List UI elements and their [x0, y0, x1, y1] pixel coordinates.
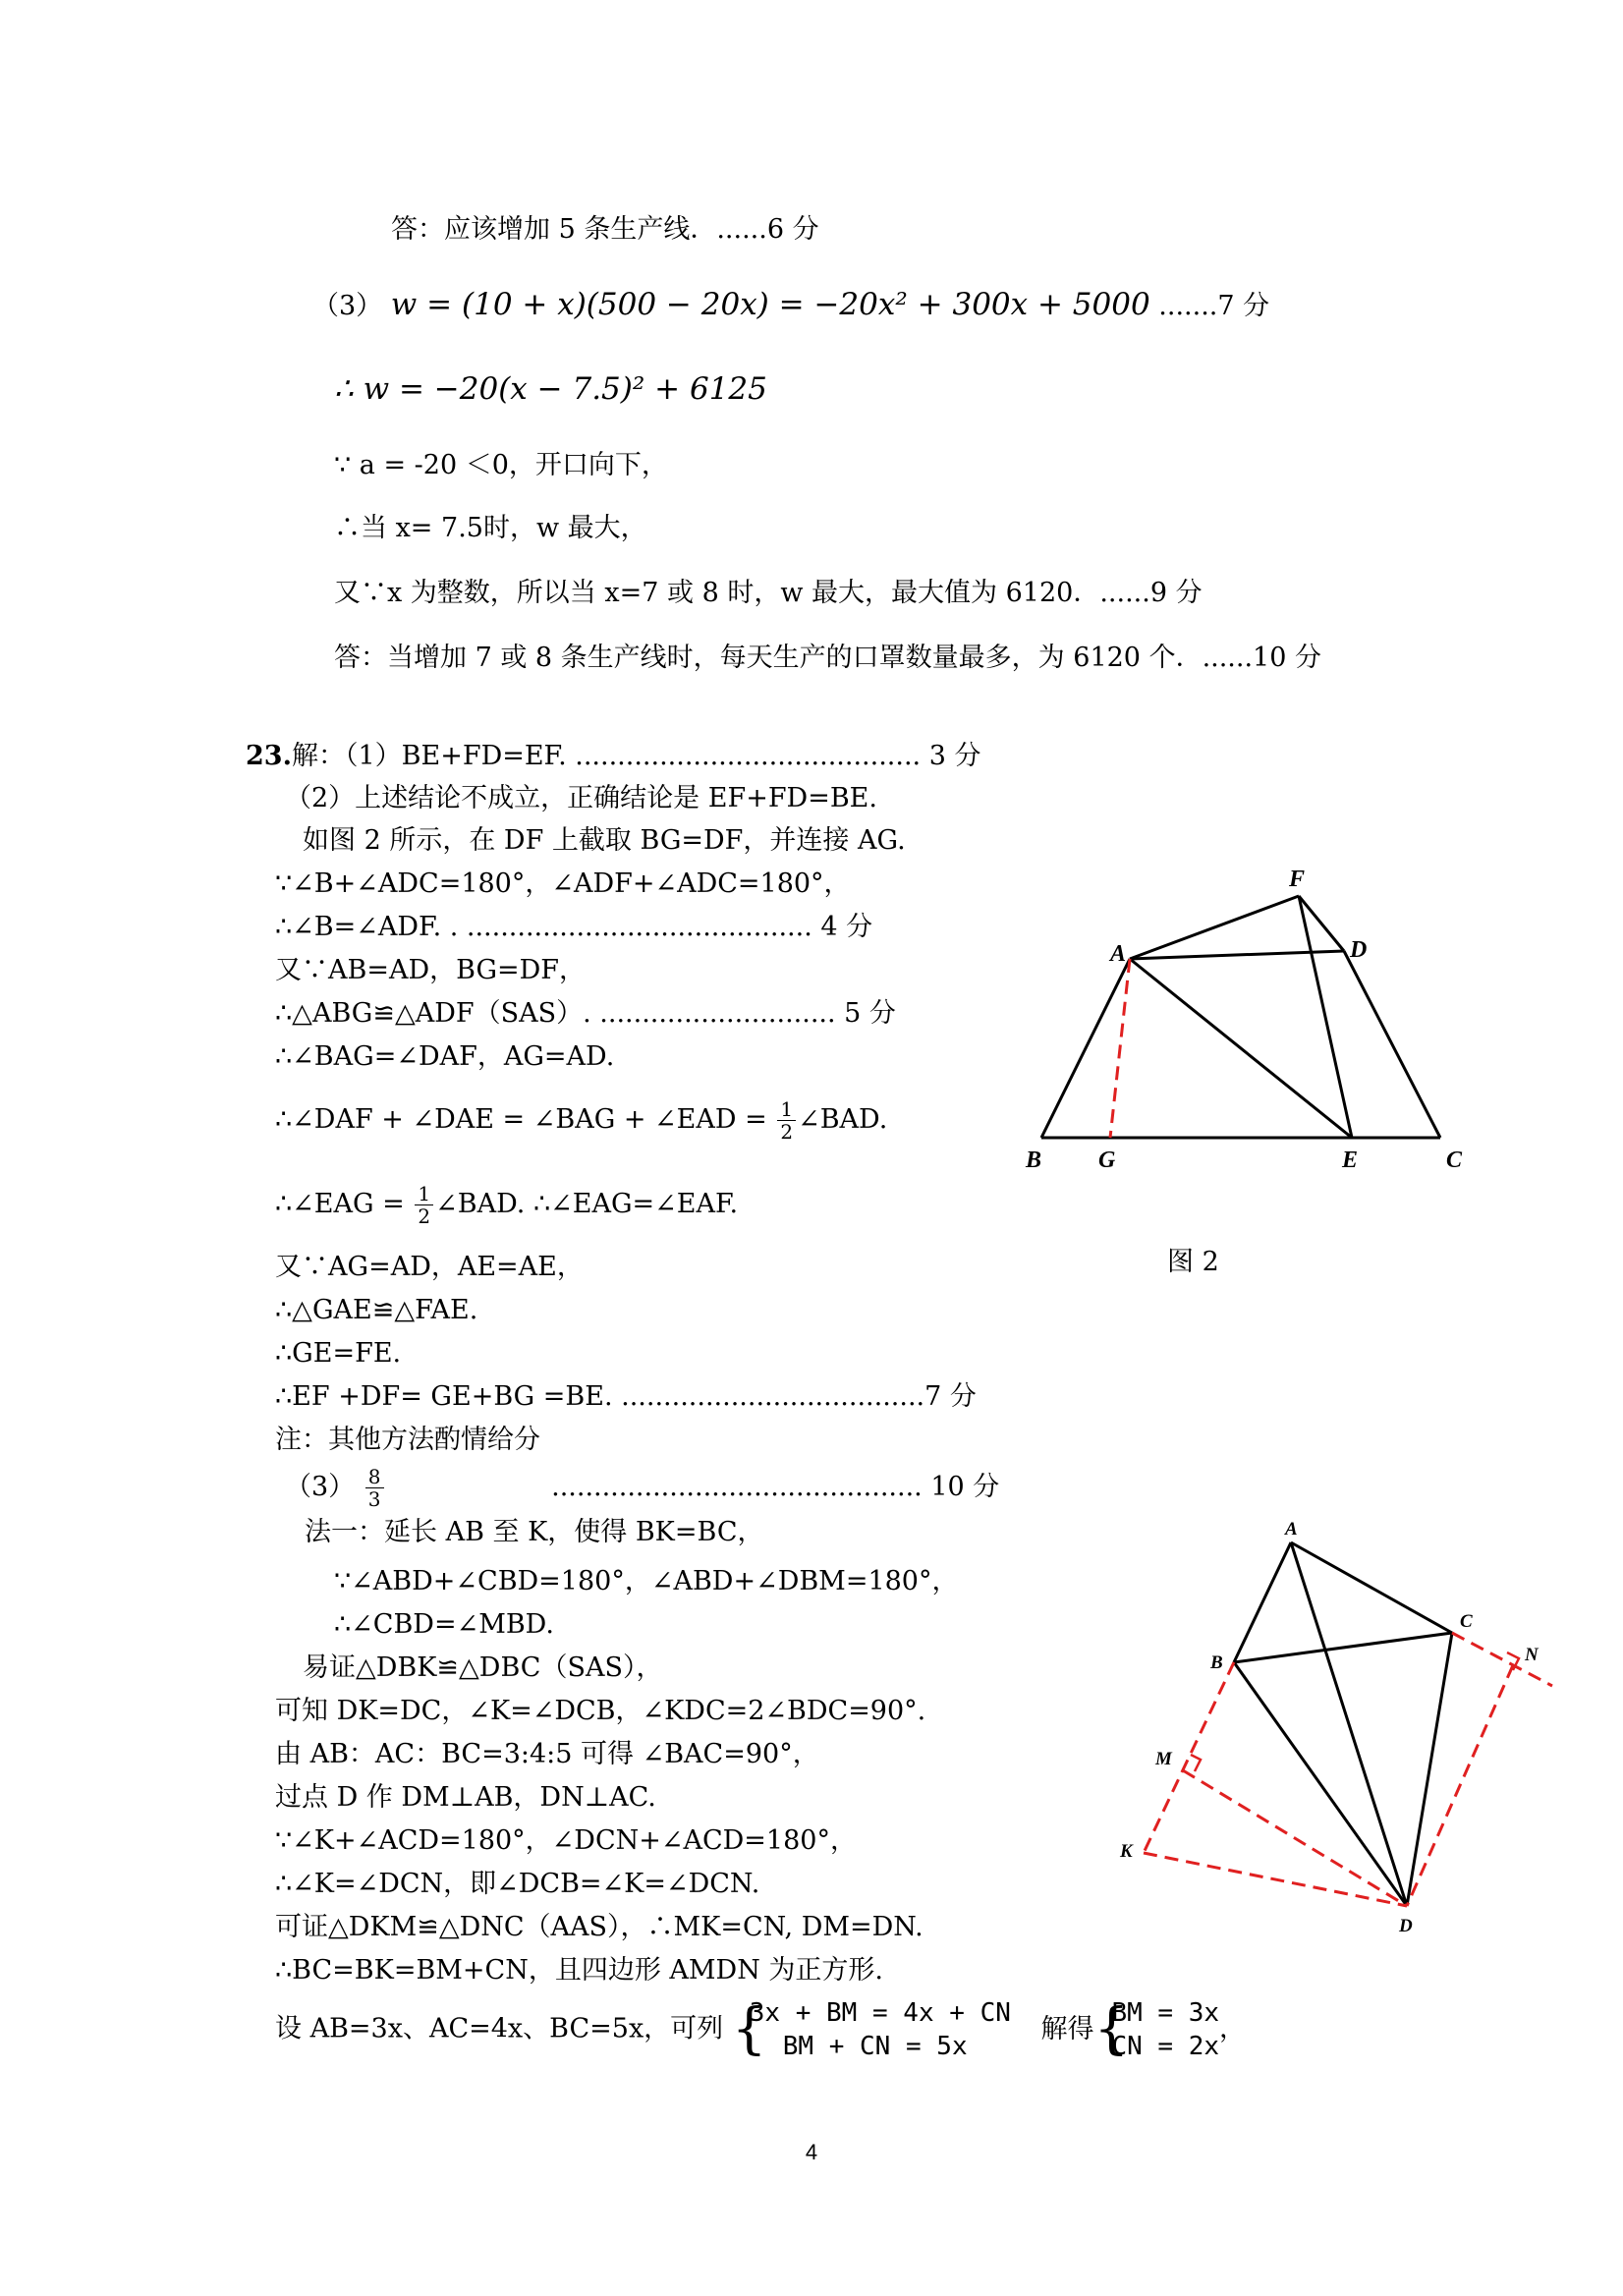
part3-label: （3） [285, 1472, 356, 1502]
q23-part2: （2）上述结论不成立，正确结论是 EF+FD=BE. [285, 783, 877, 813]
label-e: E [1342, 1148, 1359, 1173]
fraction-half: $\frac{1}{2}$ [777, 1098, 796, 1143]
label-b: B [1210, 1652, 1223, 1673]
q23-part1-text: 解：（1）BE+FD=EF. ......................................... 3 分 [291, 741, 981, 771]
q23-line4: ∵∠B+∠ADC=180°，∠ADF+∠ADC=180°， [275, 868, 851, 899]
angle-eag: ∴∠EAG = [275, 1189, 405, 1219]
q23-line27: ∴BC=BK=BM+CN，且四边形 AMDN 为正方形. [275, 1955, 883, 1986]
label-c: C [1446, 1148, 1463, 1173]
solution-row-1: BM = 3x [1111, 1998, 1220, 2028]
w-expansion: w = (10 + x)(500 − 20x) = −20x² + 300x + 5000 [390, 287, 1150, 322]
q23-line7: ∴△ABG≌△ADF（SAS）. ............................ 5 分 [275, 998, 896, 1029]
question-number: 23. [246, 741, 292, 771]
formula-w [312, 287, 1269, 324]
q23-line12: ∴△GAE≌△FAE. [275, 1295, 478, 1325]
brace-icon-2: { [1093, 1997, 1130, 2061]
label-d: D [1399, 1916, 1413, 1935]
label-k: K [1120, 1841, 1133, 1862]
label-g: G [1098, 1148, 1116, 1173]
label-b: B [1026, 1148, 1042, 1173]
setup-text: 设 AB=3x、AC=4x、BC=5x，可列 [275, 2013, 724, 2044]
q23-line13: ∴GE=FE. [275, 1338, 402, 1369]
q23-line10 [275, 1183, 738, 1227]
line-af [1130, 896, 1299, 959]
figure-2-caption: 图 2 [1167, 1247, 1219, 1277]
line-kd-dashed [1144, 1853, 1407, 1906]
line-ag-dashed [1110, 959, 1130, 1138]
q23-note: 注：其他方法酌情给分 [275, 1425, 540, 1455]
line-cd [1407, 1633, 1452, 1906]
q23-line21: 可知 DK=DC，∠K=∠DCB，∠KDC=2∠BDC=90°. [275, 1696, 926, 1726]
fraction-answer: $\frac{8}{3}$ [365, 1466, 384, 1510]
label-d: D [1350, 937, 1368, 963]
q23-line20: 易证△DBK≌△DBC（SAS）， [303, 1652, 663, 1683]
fraction-half-2: $\frac{1}{2}$ [415, 1183, 433, 1227]
score-10: ............................................ 10 分 [551, 1472, 1000, 1502]
figure-2 [1012, 855, 1493, 1179]
q23-line26: 可证△DKM≌△DNC（AAS），∴MK=CN, DM=DN. [275, 1912, 923, 1942]
label-a: A [1285, 1519, 1298, 1540]
q23-line3: 如图 2 所示，在 DF 上截取 BG=DF，并连接 AG. [303, 825, 906, 856]
solve-text: 解得 [1040, 2013, 1094, 2044]
answer-line-2: 答：当增加 7 或 8 条生产线时，每天生产的口罩数量最多，为 6120 个．......10 分 [334, 643, 1321, 673]
part-label: （3） [312, 291, 383, 321]
integer-max: 又∵x 为整数，所以当 x=7 或 8 时，w 最大，最大值为 6120．......9 分 [334, 578, 1203, 608]
vertex-form: ∴ w = −20(x − 7.5)² + 6125 [334, 371, 767, 407]
answer-line-1: 答：应该增加 5 条生产线．......6 分 [391, 214, 819, 245]
q23-line24: ∵∠K+∠ACD=180°，∠DCN+∠ACD=180°， [275, 1825, 857, 1856]
q23-line6: 又∵AB=AD，BG=DF， [275, 955, 587, 985]
label-n: N [1525, 1645, 1539, 1665]
line-bd [1234, 1662, 1407, 1906]
q23-line19: ∴∠CBD=∠MBD. [334, 1609, 554, 1640]
equation-row-1: 3x + BM = 4x + CN [749, 1998, 1011, 2028]
q23-line11: 又∵AG=AD，AE=AE， [275, 1252, 584, 1282]
q23-line25: ∴∠K=∠DCN，即∠DCB=∠K=∠DCN. [275, 1869, 760, 1899]
q23-line8: ∴∠BAG=∠DAF，AG=AD. [275, 1041, 615, 1072]
max-at: ∴当 x= 7.5时，w 最大， [334, 513, 647, 543]
q23-part3 [285, 1466, 999, 1510]
equation-row-2: BM + CN = 5x [782, 2032, 968, 2061]
angle-sum: ∴∠DAF + ∠DAE = ∠BAG + ∠EAD = [275, 1104, 767, 1135]
right-angle-m [1191, 1755, 1201, 1771]
equation-system [732, 1996, 1011, 2063]
q23-line23: 过点 D 作 DM⊥AB，DN⊥AC. [275, 1782, 656, 1813]
angle-eag-eaf: ∠BAD. ∴∠EAG=∠EAF. [435, 1189, 739, 1219]
comma: ， [1219, 2013, 1247, 2044]
label-f: F [1289, 867, 1306, 892]
line-nd-dashed [1407, 1665, 1513, 1906]
score-7: .......7 分 [1158, 291, 1270, 321]
q23-line14: ∴EF +DF= GE+BG =BE. ....................................7 分 [275, 1381, 977, 1412]
label-c: C [1460, 1611, 1473, 1632]
q23-line18: ∵∠ABD+∠CBD=180°，∠ABD+∠DBM=180°， [334, 1566, 959, 1596]
q23-line28 [275, 1996, 1246, 2065]
q23-part1 [246, 739, 980, 774]
angle-bad: ∠BAD. [798, 1104, 888, 1135]
q23-line22: 由 AB：AC：BC=3:4:5 可得 ∠BAC=90°， [275, 1739, 819, 1769]
line-md-dashed [1183, 1770, 1407, 1906]
q23-line5: ∴∠B=∠ADF. . ......................................... 4 分 [275, 912, 873, 942]
q23-line9 [275, 1098, 887, 1143]
line-dc [1344, 951, 1440, 1138]
line-bc [1234, 1633, 1452, 1662]
page-number: 4 [805, 2140, 818, 2164]
line-ab [1041, 959, 1130, 1138]
solution-row-2: CN = 2x [1111, 2032, 1220, 2061]
line-ab [1234, 1542, 1291, 1662]
figure-3 [1100, 1513, 1562, 1935]
solution-system [1093, 1996, 1219, 2063]
method-one: 法一：延长 AB 至 K，使得 BK=BC， [305, 1517, 764, 1547]
brace-icon: { [731, 1997, 767, 2061]
opening-down: ∵ a = -20 ＜0，开口向下， [334, 450, 668, 480]
label-a: A [1110, 941, 1127, 967]
label-m: M [1155, 1749, 1172, 1769]
